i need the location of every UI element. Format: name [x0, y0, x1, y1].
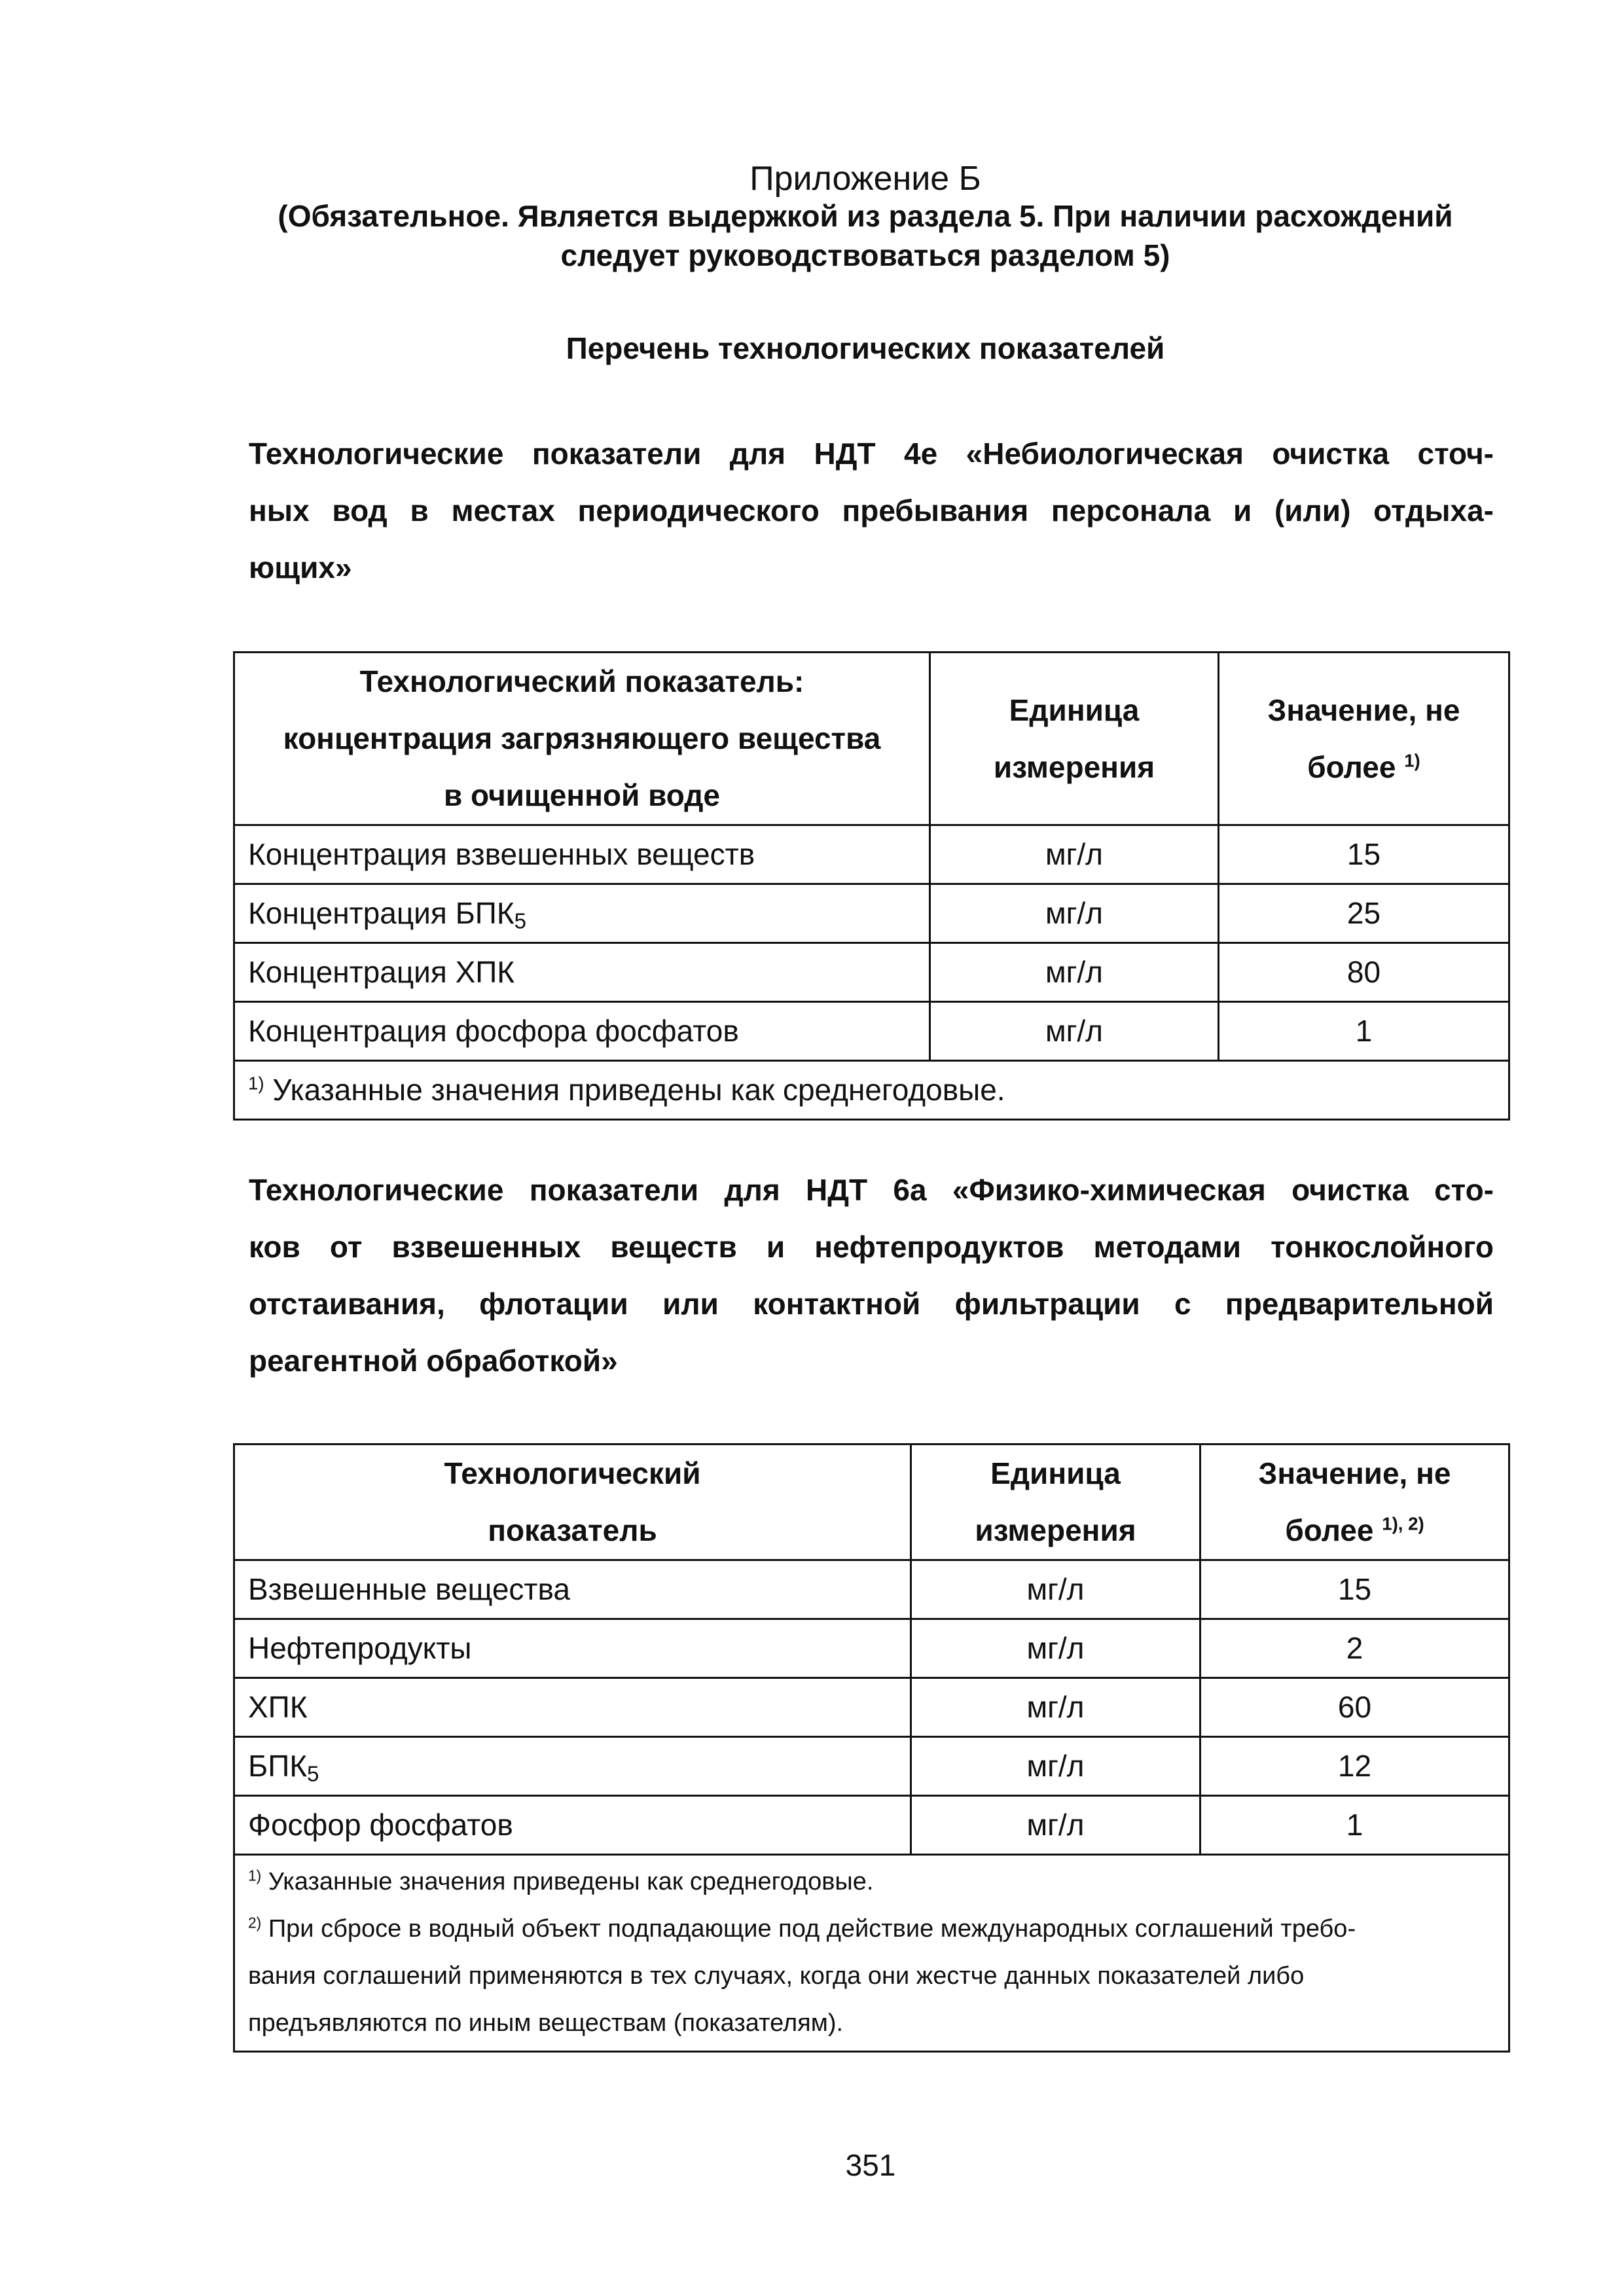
footnote-line [248, 1952, 1495, 2000]
header-unit [911, 1444, 1200, 1560]
page-title: Приложение Б [749, 160, 981, 198]
footnote-mark: 2) [248, 1914, 262, 1931]
table-header-row [234, 653, 1509, 825]
row-name [234, 1737, 911, 1796]
header-value-line: Значение, не [1258, 1456, 1451, 1490]
header-value-word: более [1285, 1513, 1374, 1547]
footnote-line [248, 1858, 1495, 1905]
table-row [234, 1796, 1509, 1855]
footnote-ref: 1), 2) [1382, 1513, 1424, 1534]
footnote-line [248, 2000, 1495, 2047]
row-name [234, 1002, 930, 1061]
footnote-line [248, 1905, 1495, 1952]
row-name [234, 1619, 911, 1678]
footnote-mark: 1) [248, 1867, 262, 1884]
header-value-word: более [1307, 749, 1396, 784]
section1-heading-line-1: Технологические показатели для НДТ 4е «Небиологическая очистка сточ- [249, 437, 1494, 471]
table-ndt-4e [233, 651, 1510, 1121]
table-row [234, 1002, 1509, 1061]
row-name-sub: 5 [307, 1762, 319, 1787]
row-unit: мг/л [930, 1002, 1219, 1061]
row-name [234, 884, 930, 943]
header-unit-line: измерения [975, 1513, 1136, 1547]
header-value-line: Значение, не [1267, 692, 1460, 727]
row-name [234, 943, 930, 1002]
section2-heading [249, 1162, 1494, 1390]
row-unit: мг/л [911, 1619, 1200, 1678]
table-footnote-row [234, 1061, 1509, 1120]
section1-heading-line-2: ных вод в местах периодического пребывания персонала и (или) отдыха- [249, 493, 1494, 528]
footnote-mark: 1) [248, 1073, 264, 1094]
row-name-text: Взвешенные вещества [248, 1572, 570, 1606]
header-unit-line: измерения [993, 749, 1155, 784]
section2-heading-line-2: ков от взвешенных веществ и нефтепродуктов методами тонкослойного [249, 1230, 1494, 1264]
table-row [234, 1619, 1509, 1678]
footnote-text: Указанные значения приведены как среднегодовые. [261, 1868, 874, 1895]
row-name-text: Концентрация ХПК [248, 955, 515, 989]
row-value: 25 [1219, 884, 1509, 943]
table-row [234, 1737, 1509, 1796]
header-value-line [1214, 1502, 1495, 1559]
header-unit-line: Единица [1009, 692, 1140, 727]
row-name [234, 825, 930, 884]
table-footnote [234, 1061, 1509, 1120]
header-indicator-line: показатель [488, 1513, 657, 1547]
section2-heading-line-1: Технологические показатели для НДТ 6а «Физико-химическая очистка сто- [249, 1173, 1494, 1207]
row-name-text: Фосфор фосфатов [248, 1808, 513, 1842]
row-unit: мг/л [911, 1796, 1200, 1855]
row-value: 1 [1200, 1796, 1509, 1855]
footnote-text: При сбросе в водный объект подпадающие под действие международных соглашений требо- [261, 1915, 1356, 1943]
section1-heading [249, 425, 1494, 596]
header-value-line [1233, 739, 1495, 796]
table-row [234, 1678, 1509, 1737]
header-indicator-line: концентрация загрязняющего вещества [283, 721, 881, 755]
row-name-text: Концентрация БПК [248, 896, 514, 930]
row-name-text: ХПК [248, 1690, 308, 1724]
row-name [234, 1796, 911, 1855]
row-value: 80 [1219, 943, 1509, 1002]
table-ndt-6a [233, 1443, 1510, 2053]
header-unit-line: Единица [990, 1456, 1121, 1490]
table-footnote-row [234, 1855, 1509, 2052]
header-unit [930, 653, 1219, 825]
row-unit: мг/л [911, 1560, 1200, 1619]
section2-heading-line-3: отстаивания, флотации или контактной фильтрации с предварительной [249, 1287, 1494, 1321]
header-indicator-line: в очищенной воде [443, 778, 721, 812]
footnote-text: предъявляются по иным веществам (показателям). [248, 2009, 844, 2037]
row-value: 15 [1219, 825, 1509, 884]
header-value [1200, 1444, 1509, 1560]
footnote-text: вания соглашений применяются в тех случаях, когда они жестче данных показателей либо [248, 1962, 1305, 1990]
row-name [234, 1560, 911, 1619]
header-indicator [234, 653, 930, 825]
table-row [234, 1560, 1509, 1619]
row-unit: мг/л [911, 1678, 1200, 1737]
row-name-text: Концентрация взвешенных веществ [248, 837, 755, 871]
header-indicator-line: Технологический показатель: [359, 664, 804, 698]
section1-heading-line-3: ющих» [249, 550, 352, 584]
table-footnotes [234, 1855, 1509, 2052]
row-unit: мг/л [930, 884, 1219, 943]
row-name-text: Нефтепродукты [248, 1631, 472, 1665]
header-value [1219, 653, 1509, 825]
footnote-ref: 1) [1404, 750, 1420, 771]
row-unit: мг/л [930, 943, 1219, 1002]
row-value: 15 [1200, 1560, 1509, 1619]
subtitle-line-2: следует руководствоваться разделом 5) [560, 238, 1170, 272]
header-indicator-line: Технологический [444, 1456, 701, 1490]
row-value: 60 [1200, 1678, 1509, 1737]
row-name [234, 1678, 911, 1737]
row-value: 1 [1219, 1002, 1509, 1061]
row-name-sub: 5 [514, 909, 527, 934]
section2-heading-line-4: реагентной обработкой» [249, 1344, 618, 1378]
table-row [234, 884, 1509, 943]
footnote-text: Указанные значения приведены как среднегодовые. [264, 1073, 1005, 1107]
table-header-row [234, 1444, 1509, 1560]
row-value: 2 [1200, 1619, 1509, 1678]
list-heading: Перечень технологических показателей [566, 331, 1165, 365]
page-number: 351 [845, 2148, 896, 2182]
row-unit: мг/л [911, 1737, 1200, 1796]
table-row [234, 943, 1509, 1002]
row-name-text: Концентрация фосфора фосфатов [248, 1014, 739, 1048]
row-unit: мг/л [930, 825, 1219, 884]
table-row [234, 825, 1509, 884]
page-subtitle [0, 196, 1624, 275]
header-indicator [234, 1444, 911, 1560]
subtitle-line-1: (Обязательное. Является выдержкой из раздела 5. При наличии расхождений [278, 199, 1453, 233]
row-value: 12 [1200, 1737, 1509, 1796]
row-name-text: БПК [248, 1749, 308, 1783]
